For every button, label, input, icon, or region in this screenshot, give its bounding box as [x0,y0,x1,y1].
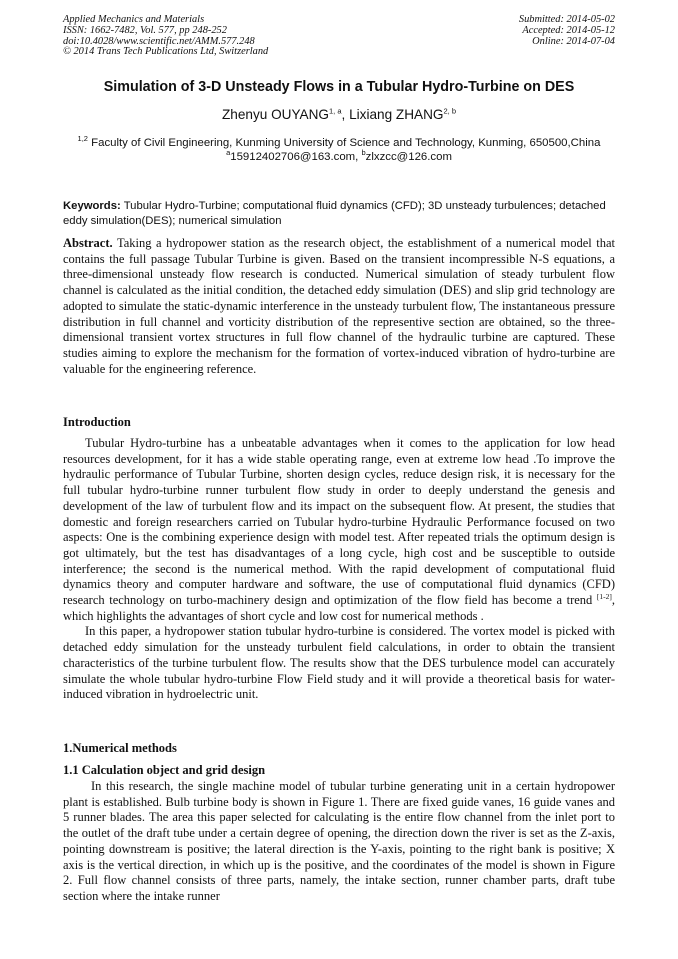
author-line [40,107,638,122]
abstract-label: Abstract. [63,236,113,250]
accepted-date: Accepted: 2014-05-12 [522,24,615,36]
doi: doi:10.4028/www.scientific.net/AMM.577.248 [63,35,255,47]
section-1-1-paragraph: In this research, the single machine model of tubular turbine generating unit in a certain hydropower plant is established. Bulb turbine body is shown in Figure 1. There are fixed guide vanes, 16 guide vanes and 5 runner blades. The area this paper selected for calculating is the entire flow channel from the inlet port to the outlet of the draft tube under a certain degree of opening, the direction down the river is set as the Z-axis, pointing downstream is positive; the lateral direction is the Y-axis, pointing to the right bank is positive; X axis is the vertical direction, in which up is the positive, and the coordinates of the model is shown in Figure 2. Full flow channel consists of three parts, namely, the intake section, runner chamber parts, draft tube section where the intake runner [63,779,615,903]
author-separator: , [341,107,350,122]
paper-title: Simulation of 3-D Unsteady Flows in a Tubular Hydro-Turbine on DES [103,79,575,95]
abstract [63,236,615,377]
journal-name: Applied Mechanics and Materials [63,14,205,25]
online-date: Online: 2014-07-04 [532,35,615,47]
intro-p1-end: , which highlights the advantages of short cycle and low cost for numerical methods . [63,593,615,623]
email-b: zlxzcc@126.com [365,151,452,164]
keywords-label: Keywords: [63,200,121,212]
intro-paragraph-1 [63,436,615,624]
email-a: 15912402706@163.com, [230,151,362,164]
author-1-affil: 1, a [329,106,342,116]
affiliation-sup: 1,2 [77,134,88,144]
affiliation [70,136,608,164]
citation-ref: [1-2] [596,591,612,601]
section-1-1-body [63,779,615,905]
introduction-heading: Introduction [63,415,131,429]
abstract-text: Taking a hydropower station as the research object, the establishment of a numerical model that contains the full passage Tubular Turbine is given. Based on the transient incompressible N-S equations, a three-dimensional unsteady flow research is conducted. Numerical simulation of steady turbulent flow channel is calculated as the initial condition, the detached eddy simulation (DES) and slip grid technology are adopted to simulate the static-dynamic interference in the unsteady turbulent flow, The instantaneous pressure distribution in full channel and vorticity distribution of the representive section are obtained, so the three-dimensional transient vortex structures in full flow channel of the hydraulic turbine are captured. These studies aiming to explore the mechanism for the formation of vortex-induced vibration of hydro-turbine are valuable for the engineering reference. [63,236,615,376]
dates-header [519,15,615,47]
intro-paragraph-2: In this paper, a hydropower station tubular hydro-turbine is considered. The vortex model is picked with detached eddy simulation for the unsteady turbulent field calculations, in order to obtain the transient characteristics of the turbine turbulent flow. The results show that the DES turbulence model can accurately simulate the whole tubular hydro-turbine Flow Field study and it will provide a theoretical basis for water-induced vibration in hydroelectric unit. [63,624,615,702]
author-2-affil: 2, b [443,106,457,116]
submitted-date: Submitted: 2014-05-02 [518,14,615,25]
section-1-heading: 1.Numerical methods [63,741,177,755]
journal-header [63,15,268,58]
keywords-text: Tubular Hydro-Turbine; computational fluid dynamics (CFD); 3D unsteady turbulences; detached eddy simulation(DES); numerical simulation [63,200,606,227]
author-2: Lixiang ZHANG [349,107,444,122]
issn: ISSN: 1662-7482, Vol. 577, pp 248-252 [63,24,227,36]
affiliation-line [70,136,608,150]
section-1-1-heading: 1.1 Calculation object and grid design [63,763,266,777]
email-a-sup: a [226,148,231,158]
keywords [63,199,615,228]
author-1: Zhenyu OUYANG [221,107,329,122]
introduction-body [63,436,615,703]
intro-p1-text: Tubular Hydro-turbine has a unbeatable advantages when it comes to the application for low head resources development, for it has a wide stable operating range, even at extreme low head .To improve the hydraulic performance of Tubular Turbine, shorten design cycles, reduce design risk, it is necessary for the full tubular hydro-turbine runner turbulent flow study in order to deeply understand the genesis and development of the law of turbulent flow and its impact on the subsequent flow. At present, the studies that domestic and foreign researchers carried on Tubular hydro-turbine Hydraulic Performance focused on two aspects: One is the combining experience design with model test. After repeated trials the optimum design is got ultimately, but the test has disadvantages of a long cycle, high cost and be susceptible to outside interference; the second is the numerical method. With the rapid development of computational fluid dynamics theory and computer hardware and software, the use of computational fluid dynamics (CFD) research technology on turbo-machinery design and optimization of the flow field has become a trend [63,436,615,608]
email-b-sup: b [361,148,366,158]
email-line [70,150,608,164]
affiliation-text: Faculty of Civil Engineering, Kunming University of Science and Technology, Kunming, 650500,China [87,137,601,149]
copyright: © 2014 Trans Tech Publications Ltd, Switzerland [63,46,269,58]
